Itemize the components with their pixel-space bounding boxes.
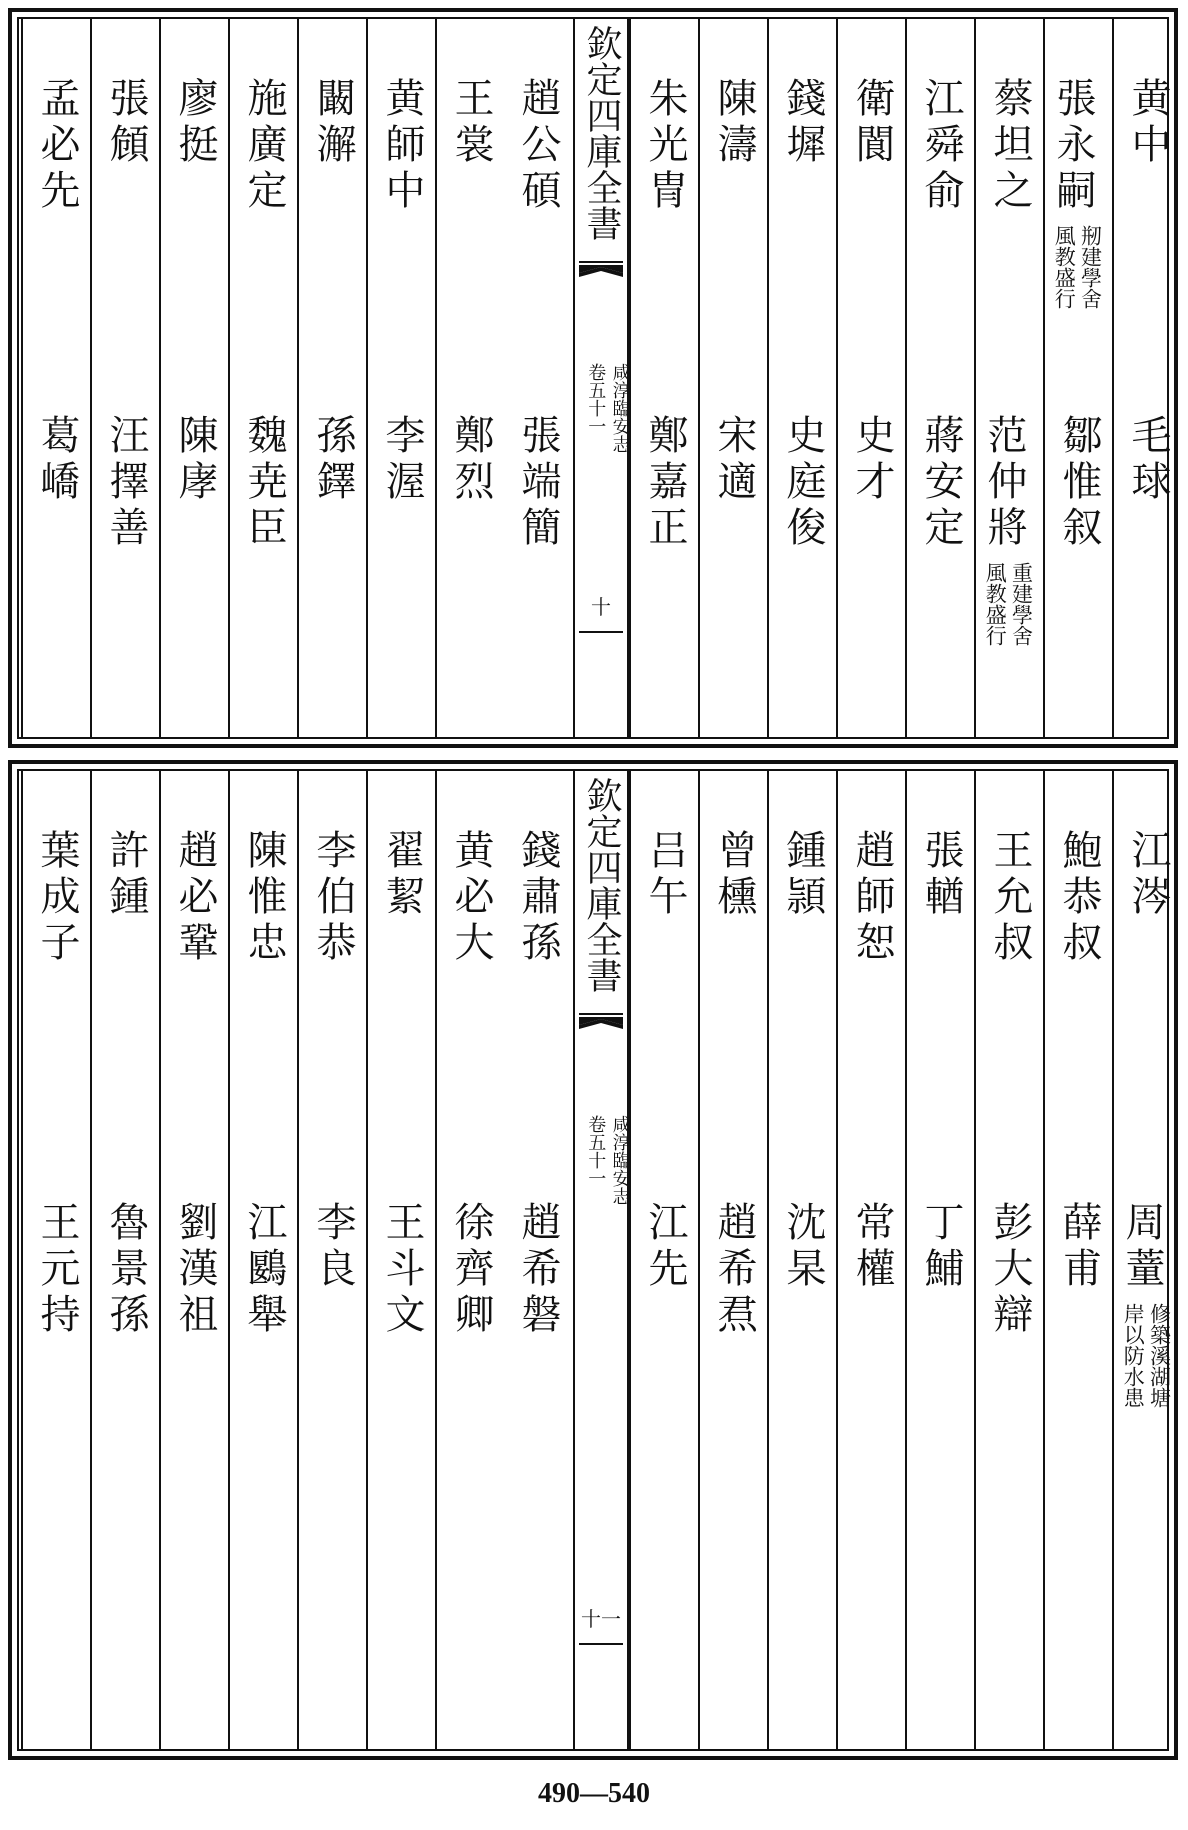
leaf-number: 十一 bbox=[581, 1607, 621, 1631]
name-upper: 施廣定 bbox=[241, 77, 287, 215]
annotation-note: 剏建學舍 風教盛行 bbox=[1052, 225, 1103, 309]
name-upper: 黄師中 bbox=[379, 77, 425, 215]
name-upper: 孟必先 bbox=[34, 77, 80, 215]
name-upper: 趙師恕 bbox=[849, 829, 895, 967]
name-lower: 葛嶠 bbox=[34, 414, 80, 506]
name-lower: 鄭烈 bbox=[448, 414, 494, 506]
columns_left-column bbox=[159, 771, 228, 1749]
name-upper: 江涔 bbox=[1125, 829, 1171, 921]
name-lower: 周蕫 bbox=[1119, 1201, 1165, 1293]
annotation-note: 修築溪湖塘 岸以防水患 bbox=[1121, 1303, 1172, 1408]
columns_right-column bbox=[836, 771, 905, 1749]
leaf-number: 十 bbox=[591, 595, 611, 619]
name-lower: 王斗文 bbox=[379, 1201, 425, 1339]
book-title: 欽定四庫全書 bbox=[581, 25, 622, 241]
volume-label: 咸淳臨安志 卷五十一 bbox=[585, 363, 631, 453]
columns_right-column bbox=[629, 771, 698, 1749]
columns_right-column bbox=[836, 19, 905, 737]
name-lower: 范仲將 bbox=[981, 414, 1027, 552]
name-upper: 錢肅孫 bbox=[515, 829, 561, 967]
top-page bbox=[8, 8, 1178, 748]
columns_right-column bbox=[698, 771, 767, 1749]
columns_right-column bbox=[1112, 19, 1181, 737]
fishtail-mark-icon bbox=[575, 263, 627, 297]
name-upper: 趙必鞏 bbox=[172, 829, 218, 967]
columns_right-column bbox=[974, 19, 1043, 737]
columns_left-column bbox=[21, 19, 90, 737]
top-page-frame bbox=[17, 17, 1169, 739]
columns_left-column bbox=[504, 771, 573, 1749]
name-upper: 王裳 bbox=[448, 77, 494, 169]
bottom-page bbox=[8, 760, 1178, 1760]
annotation-note: 重建學舍 風教盛行 bbox=[983, 562, 1034, 646]
columns_right-column bbox=[629, 19, 698, 737]
name-upper: 許鍾 bbox=[103, 829, 149, 921]
columns_left-column bbox=[90, 19, 159, 737]
book-title: 欽定四庫全書 bbox=[581, 777, 622, 993]
columns_right-column bbox=[974, 771, 1043, 1749]
centre-strip bbox=[573, 771, 629, 1749]
columns_left-column bbox=[504, 19, 573, 737]
name-lower: 江先 bbox=[642, 1201, 688, 1293]
name-upper: 蔡坦之 bbox=[987, 77, 1033, 215]
name-upper: 陳濤 bbox=[711, 77, 757, 169]
name-upper: 張永嗣 bbox=[1050, 77, 1096, 215]
name-lower: 鄭嘉正 bbox=[642, 414, 688, 552]
columns_left-column bbox=[90, 771, 159, 1749]
name-lower: 孫鐸 bbox=[310, 414, 356, 506]
columns_left-column bbox=[366, 19, 435, 737]
name-upper: 吕午 bbox=[642, 829, 688, 921]
name-lower: 陳庨 bbox=[172, 414, 218, 506]
name-lower: 李良 bbox=[310, 1201, 356, 1293]
columns_right-column bbox=[1112, 771, 1181, 1749]
page-footer-number: 490—540 bbox=[538, 1778, 650, 1809]
name-lower: 魏尭臣 bbox=[241, 414, 287, 552]
name-lower: 丁鯆 bbox=[918, 1201, 964, 1293]
name-lower: 江鶠舉 bbox=[241, 1201, 287, 1339]
name-upper: 張輶 bbox=[918, 829, 964, 921]
name-upper: 張頠 bbox=[103, 77, 149, 169]
columns_left-column bbox=[297, 771, 366, 1749]
name-upper: 鮑恭叔 bbox=[1056, 829, 1102, 967]
columns_left-column bbox=[435, 771, 504, 1749]
name-upper: 陳惟忠 bbox=[241, 829, 287, 967]
centre-rule bbox=[579, 631, 623, 633]
name-lower: 沈杲 bbox=[780, 1201, 826, 1293]
name-upper: 趙公碩 bbox=[515, 77, 561, 215]
columns_right-column bbox=[1043, 771, 1112, 1749]
name-lower: 常權 bbox=[849, 1201, 895, 1293]
name-lower: 史庭俊 bbox=[780, 414, 826, 552]
columns_right-column bbox=[905, 19, 974, 737]
name-lower: 史才 bbox=[849, 414, 895, 506]
fishtail-mark-icon bbox=[575, 1015, 627, 1049]
name-lower: 趙希焄 bbox=[711, 1201, 757, 1339]
columns_right-column bbox=[698, 19, 767, 737]
name-lower: 魯景孫 bbox=[103, 1201, 149, 1339]
name-lower: 張端簡 bbox=[515, 414, 561, 552]
name-upper: 廖挺 bbox=[172, 77, 218, 169]
columns_left-column bbox=[297, 19, 366, 737]
name-upper: 朱光冑 bbox=[642, 77, 688, 215]
name-upper: 李伯恭 bbox=[310, 829, 356, 967]
name-upper: 錢墀 bbox=[780, 77, 826, 169]
columns_right-column bbox=[1043, 19, 1112, 737]
name-upper: 闞澥 bbox=[310, 77, 356, 169]
centre-rule bbox=[579, 1643, 623, 1645]
name-lower: 宋適 bbox=[711, 414, 757, 506]
columns_right-column bbox=[905, 771, 974, 1749]
name-upper: 黄中 bbox=[1125, 77, 1171, 169]
name-upper: 葉成子 bbox=[34, 829, 80, 967]
columns_left-column bbox=[366, 771, 435, 1749]
name-lower: 李渥 bbox=[379, 414, 425, 506]
name-lower: 王元持 bbox=[34, 1201, 80, 1339]
name-upper: 曾櫄 bbox=[711, 829, 757, 921]
name-upper: 江舜俞 bbox=[918, 77, 964, 215]
name-upper: 鍾頴 bbox=[780, 829, 826, 921]
name-lower: 鄒惟叙 bbox=[1056, 414, 1102, 552]
columns_right-column bbox=[767, 19, 836, 737]
name-lower: 徐齊卿 bbox=[448, 1201, 494, 1339]
name-lower: 劉漢祖 bbox=[172, 1201, 218, 1339]
name-lower: 蔣安定 bbox=[918, 414, 964, 552]
name-upper: 衛閬 bbox=[849, 77, 895, 169]
name-lower: 汪擇善 bbox=[103, 414, 149, 552]
name-lower: 趙希磐 bbox=[515, 1201, 561, 1339]
name-lower: 薛甫 bbox=[1056, 1201, 1102, 1293]
name-upper: 黄必大 bbox=[448, 829, 494, 967]
name-upper: 翟絜 bbox=[379, 829, 425, 921]
bottom-page-frame bbox=[17, 769, 1172, 1751]
columns_left-column bbox=[21, 771, 90, 1749]
name-upper: 王允叔 bbox=[987, 829, 1033, 967]
columns_right-column bbox=[767, 771, 836, 1749]
columns_left-column bbox=[228, 19, 297, 737]
columns_left-column bbox=[435, 19, 504, 737]
columns_left-column bbox=[159, 19, 228, 737]
volume-label: 咸淳臨安志 卷五十一 bbox=[585, 1115, 631, 1205]
columns_left-column bbox=[228, 771, 297, 1749]
name-lower: 毛球 bbox=[1125, 414, 1171, 506]
centre-strip bbox=[573, 19, 629, 737]
name-lower: 彭大辯 bbox=[987, 1201, 1033, 1339]
